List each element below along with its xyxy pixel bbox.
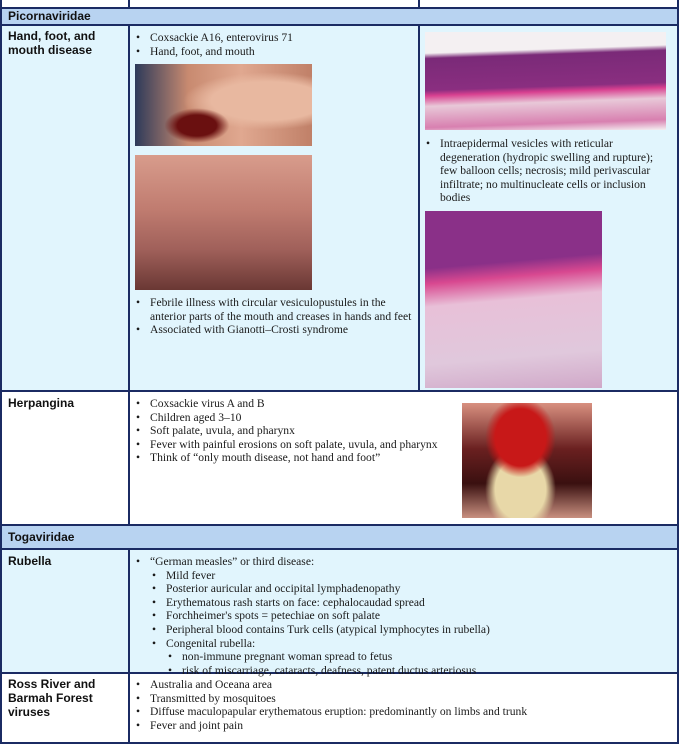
list-item-text: “German measles” or third disease: bbox=[150, 555, 315, 568]
histology-image-high-power bbox=[425, 211, 602, 388]
bullet-list bbox=[132, 397, 462, 465]
list-item: • Erythematous rash starts on face: cephalocaudad spread bbox=[150, 596, 672, 610]
list-item: • Mild fever bbox=[150, 569, 672, 583]
bullet-list bbox=[132, 31, 414, 58]
border bbox=[128, 548, 130, 744]
disease-label: Ross River and Barmah Forest viruses bbox=[8, 677, 96, 719]
border bbox=[0, 548, 679, 550]
border bbox=[0, 7, 679, 9]
list-item: • Febrile illness with circular vesiculopustules in the anterior parts of the mouth and creases in hands and feet bbox=[132, 296, 414, 323]
section-title: Togaviridae bbox=[8, 530, 75, 544]
section-header-togaviridae bbox=[0, 525, 679, 549]
list-item: • Peripheral blood contains Turk cells (atypical lymphocytes in rubella) bbox=[150, 623, 672, 637]
border bbox=[418, 24, 420, 391]
list-item: • Hand, foot, and mouth bbox=[132, 45, 414, 59]
section-header-picornaviridae bbox=[0, 8, 679, 25]
clinical-photo-throat bbox=[462, 403, 592, 518]
bullet-list bbox=[132, 678, 672, 732]
clinical-photo-mouth bbox=[135, 64, 312, 146]
histology-image-low-power bbox=[425, 32, 666, 130]
list-item: • Think of “only mouth disease, not hand and foot” bbox=[132, 451, 462, 465]
clinical-photo-feet bbox=[135, 155, 312, 290]
list-item: • Australia and Oceana area bbox=[132, 678, 672, 692]
disease-label: Herpangina bbox=[8, 396, 75, 410]
section-title: Picornaviridae bbox=[8, 9, 91, 23]
list-item: • risk of miscarriage, cataracts, deafness, patent ductus arteriosus bbox=[166, 664, 672, 678]
list-item: • Associated with Gianotti–Crosti syndrome bbox=[132, 323, 414, 337]
border bbox=[0, 390, 679, 392]
bullet-list bbox=[422, 137, 672, 205]
list-item: • Intraepidermal vesicles with reticular degeneration (hydropic swelling and rupture); few balloon cells; necrosis; mild perivascular infiltrate; no multinucleate cells or inclusion bodies bbox=[422, 137, 672, 205]
disease-label: Rubella bbox=[8, 554, 52, 568]
bullet-list bbox=[132, 296, 414, 337]
disease-label: Hand, foot, and mouth disease bbox=[8, 29, 96, 57]
list-item: • Forchheimer's spots = petechiae on soft palate bbox=[150, 609, 672, 623]
list-item: • Soft palate, uvula, and pharynx bbox=[132, 424, 462, 438]
bullet-list bbox=[132, 555, 672, 677]
border bbox=[0, 0, 2, 744]
sub-list bbox=[150, 569, 672, 678]
list-item: • non-immune pregnant woman spread to fetus bbox=[166, 650, 672, 664]
border bbox=[0, 24, 679, 26]
list-item: • Diffuse maculopapular erythematous eruption: predominantly on limbs and trunk bbox=[132, 705, 672, 719]
list-item-text: Congenital rubella: bbox=[166, 636, 256, 650]
border bbox=[0, 524, 679, 526]
border bbox=[128, 24, 130, 525]
sub-sub-list bbox=[166, 650, 672, 677]
list-item bbox=[132, 555, 672, 677]
list-item: • Fever with painful erosions on soft palate, uvula, and pharynx bbox=[132, 438, 462, 452]
list-item: • Transmitted by mosquitoes bbox=[132, 692, 672, 706]
list-item: • Coxsackie A16, enterovirus 71 bbox=[132, 31, 414, 45]
list-item: • Posterior auricular and occipital lymphadenopathy bbox=[150, 582, 672, 596]
list-item: • Fever and joint pain bbox=[132, 719, 672, 733]
list-item: • Children aged 3–10 bbox=[132, 411, 462, 425]
list-item: • Coxsackie virus A and B bbox=[132, 397, 462, 411]
list-item bbox=[150, 637, 672, 678]
